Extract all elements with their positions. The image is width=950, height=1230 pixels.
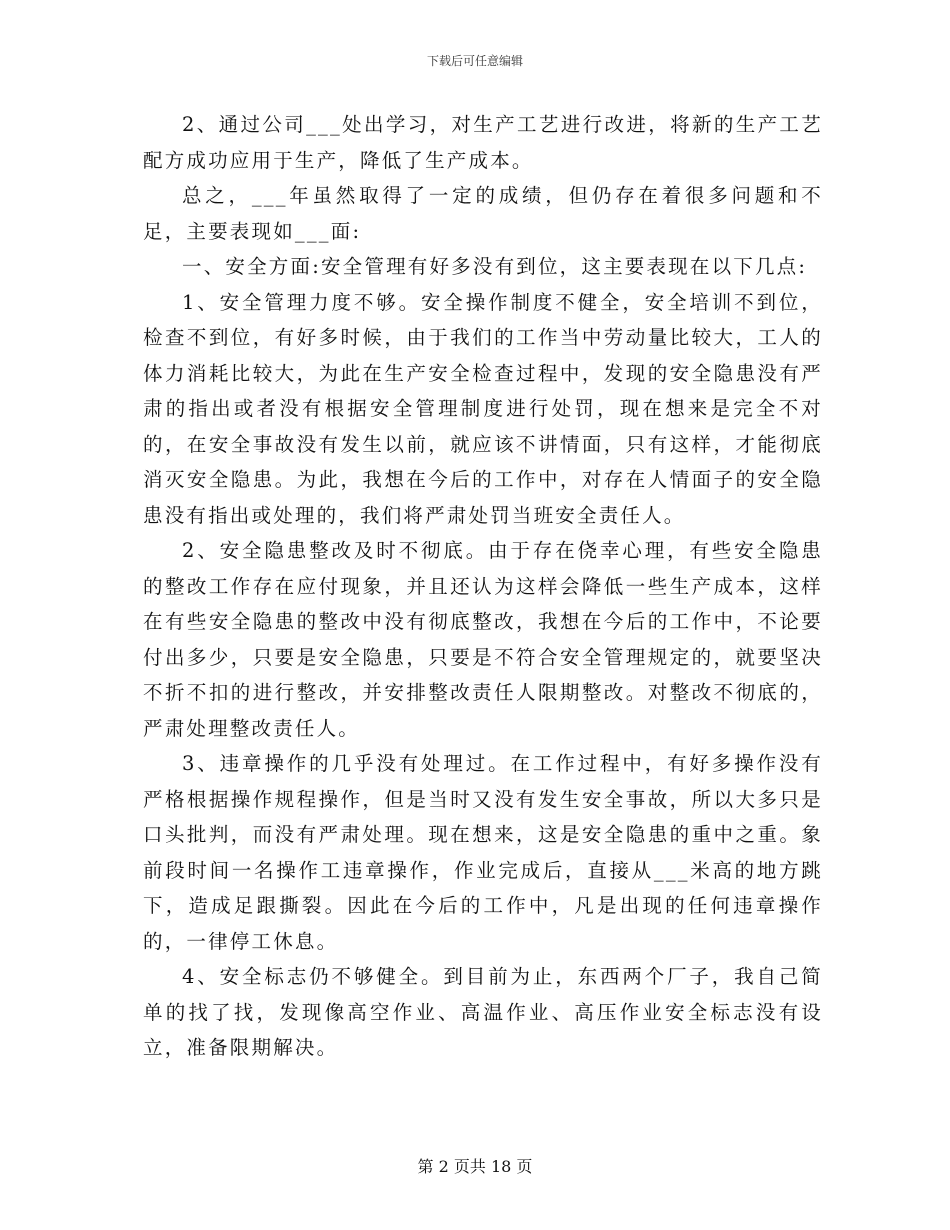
paragraph: 2、安全隐患整改及时不彻底。由于存在侥幸心理，有些安全隐患的整改工作存在应付现象，并且还认为这样会降低一些生产成本，这样在有些安全隐患的整改中没有彻底整改，我想在今后的工作中，不论要付出多少，只要是安全隐患，只要是不符合安全管理规定的，就要坚决不折不扣的进行整改，并安排整改责任人限期整改。对整改不彻底的，严肃处理整改责任人。	[143, 539, 823, 740]
page-header: 下载后可任意编辑	[426, 54, 523, 68]
paragraph: 总之，___年虽然取得了一定的成绩，但仍存在着很多问题和不足，主要表现如___面:	[143, 184, 823, 243]
paragraph: 4、安全标志仍不够健全。到目前为止，东西两个厂子，我自己简单的找了找，发现像高空作业、高温作业、高压作业安全标志没有设立，准备限期解决。	[143, 965, 823, 1059]
document-body	[143, 107, 823, 1066]
paragraph: 一、安全方面:安全管理有好多没有到位，这主要表现在以下几点:	[182, 255, 808, 278]
paragraph: 1、安全管理力度不够。安全操作制度不健全，安全培训不到位，检查不到位，有好多时候，由于我们的工作当中劳动量比较大，工人的体力消耗比较大，为此在生产安全检查过程中，发现的安全隐患没有严肃的指出或者没有根据安全管理制度进行处罚，现在想来是完全不对的，在安全事故没有发生以前，就应该不讲情面，只有这样，才能彻底消灭安全隐患。为此，我想在今后的工作中，对存在人情面子的安全隐患没有指出或处理的，我们将严肃处罚当班安全责任人。	[143, 290, 823, 527]
paragraph: 2、通过公司___处出学习，对生产工艺进行改进，将新的生产工艺配方成功应用于生产，降低了生产成本。	[143, 113, 823, 172]
paragraph: 3、违章操作的几乎没有处理过。在工作过程中，有好多操作没有严格根据操作规程操作，但是当时又没有发生安全事故，所以大多只是口头批判，而没有严肃处理。现在想来，这是安全隐患的重中之重。象前段时间一名操作工违章操作，作业完成后，直接从___米高的地方跳下，造成足跟撕裂。因此在今后的工作中，凡是出现的任何违章操作的，一律停工休息。	[143, 752, 823, 953]
page-number: 第 2 页共 18 页	[417, 1157, 533, 1176]
